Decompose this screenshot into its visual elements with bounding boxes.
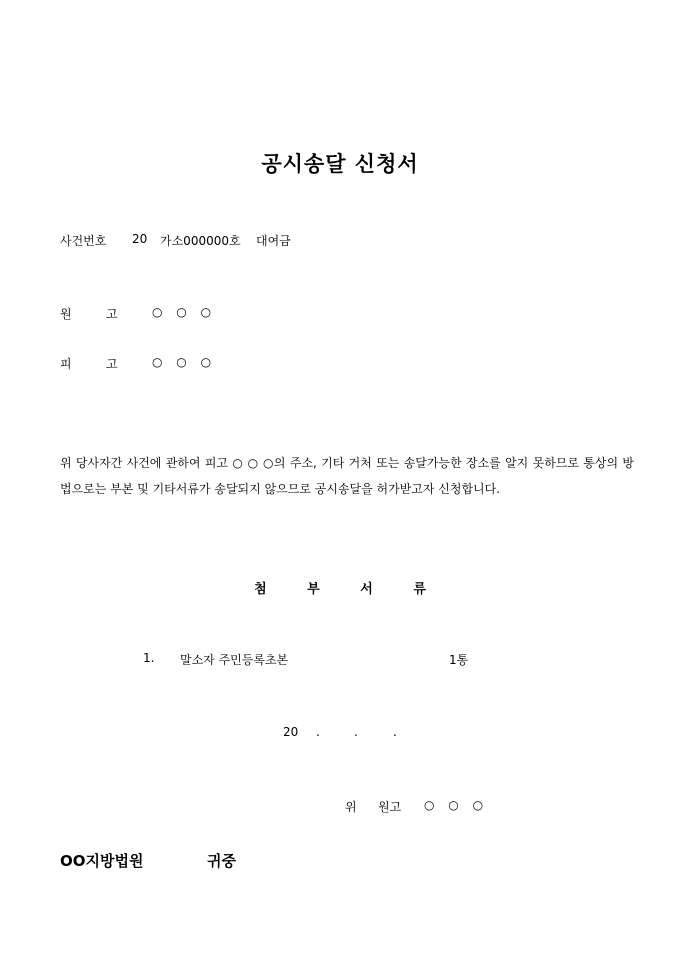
case-name: 대여금	[256, 234, 291, 248]
plaintiff-label-2: 고	[106, 307, 118, 321]
defendant-label-2: 고	[106, 357, 118, 371]
date-end-sep: .	[393, 725, 397, 739]
signature-role: 원고	[378, 800, 402, 814]
salutation: 귀중	[207, 852, 236, 870]
attachment-name: 말소자 주민등록초본	[180, 653, 289, 667]
signature-name: ○ ○ ○	[424, 798, 484, 812]
plaintiff-label-1: 원	[60, 307, 72, 321]
date-day-sep: .	[354, 725, 358, 739]
attachments-heading-char: 부	[307, 582, 320, 597]
plaintiff-name: ○ ○ ○	[152, 305, 212, 319]
document-title: 공시송달 신청서	[261, 151, 419, 176]
body-paragraph: 위 당사자간 사건에 관하여 피고 ○ ○ ○의 주소, 기타 거처 또는 송달가능한 장소를 알지 못하므로 통상의 방법으로는 부본 및 기타서류가 송달되지 않으므로 공시송달을 허가받고자 신청합니다.	[60, 456, 634, 496]
attachment-count: 1통	[449, 653, 469, 667]
case-number: 가소000000호	[160, 234, 241, 248]
signature-prefix: 위	[345, 800, 357, 814]
attachments-heading-char: 류	[413, 582, 426, 597]
court-name: OO지방법원	[60, 852, 144, 870]
date-year: 20	[283, 725, 299, 739]
attachments-heading	[0, 578, 680, 597]
attachments-heading-char: 첨	[254, 582, 267, 597]
attachment-index: 1.	[143, 651, 155, 665]
attachments-heading-char: 서	[360, 582, 373, 597]
case-number-label: 사건번호	[60, 234, 107, 248]
case-year: 20	[132, 232, 148, 246]
defendant-label-1: 피	[60, 357, 72, 371]
date-month-sep: .	[316, 725, 320, 739]
defendant-name: ○ ○ ○	[152, 355, 212, 369]
